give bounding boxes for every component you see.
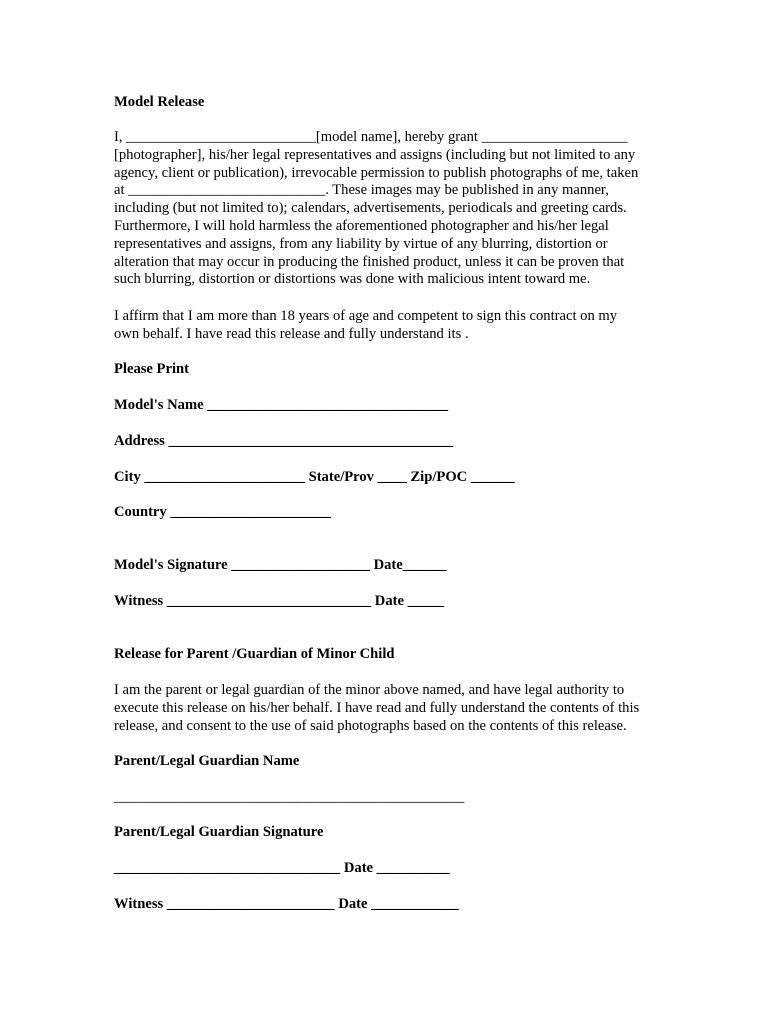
guardian-signature-field[interactable]: _______________________________ Date __________ (114, 860, 450, 876)
guardian-paragraph (114, 682, 674, 735)
please-print-heading: Please Print (114, 361, 189, 377)
paragraph-line: at ___________________________. These images may be published in any manner, (114, 182, 609, 199)
paragraph-line: execute this release on his/her behalf. I have read and fully understand the contents of this (114, 699, 640, 716)
affirm-paragraph (114, 308, 674, 344)
witness-field[interactable]: Witness ____________________________ Date _____ (114, 593, 445, 609)
guardian-name-field[interactable]: ________________________________________________ (114, 789, 465, 805)
paragraph-line: representatives and assigns, from any liability by virtue of any blurring, distortion or (114, 235, 608, 252)
document-title: Model Release (114, 94, 205, 110)
paragraph-line: agency, client or publication), irrevocable permission to publish photographs of me, taken (114, 164, 639, 181)
guardian-witness-field[interactable]: Witness _______________________ Date ____________ (114, 896, 459, 912)
release-paragraph (114, 129, 674, 289)
models-signature-field[interactable]: Model's Signature ___________________ Date______ (114, 557, 447, 573)
guardian-heading: Release for Parent /Guardian of Minor Child (114, 646, 395, 662)
paragraph-line: including (but not limited to); calendars, advertisements, periodicals and greeting cards. (114, 200, 627, 217)
paragraph-line: I affirm that I am more than 18 years of age and competent to sign this contract on my (114, 308, 618, 324)
paragraph-line: Furthermore, I will hold harmless the aforementioned photographer and his/her legal (114, 217, 609, 234)
models-name-field[interactable]: Model's Name _________________________________ (114, 397, 449, 413)
guardian-name-label: Parent/Legal Guardian Name (114, 753, 300, 769)
country-field[interactable]: Country ______________________ (114, 504, 331, 520)
paragraph-line: alteration that may occur in producing the finished product, unless it can be proven that (114, 253, 625, 270)
address-field[interactable]: Address _______________________________________ (114, 433, 454, 449)
paragraph-line: I am the parent or legal guardian of the minor above named, and have legal authority to (114, 682, 625, 698)
paragraph-line: [photographer], his/her legal representatives and assigns (including but not limited to any (114, 146, 636, 163)
paragraph-line: own behalf. I have read this release and fully understand its . (114, 325, 469, 342)
paragraph-line: I, __________________________[model name], hereby grant ____________________ (114, 129, 628, 145)
guardian-signature-label: Parent/Legal Guardian Signature (114, 824, 324, 840)
paragraph-line: such blurring, distortion or distortions was done with malicious intent toward me. (114, 271, 591, 288)
paragraph-line: release, and consent to the use of said photographs based on the contents of this release. (114, 717, 627, 734)
city-state-zip-field[interactable]: City ______________________ State/Prov ____ Zip/POC ______ (114, 469, 515, 485)
